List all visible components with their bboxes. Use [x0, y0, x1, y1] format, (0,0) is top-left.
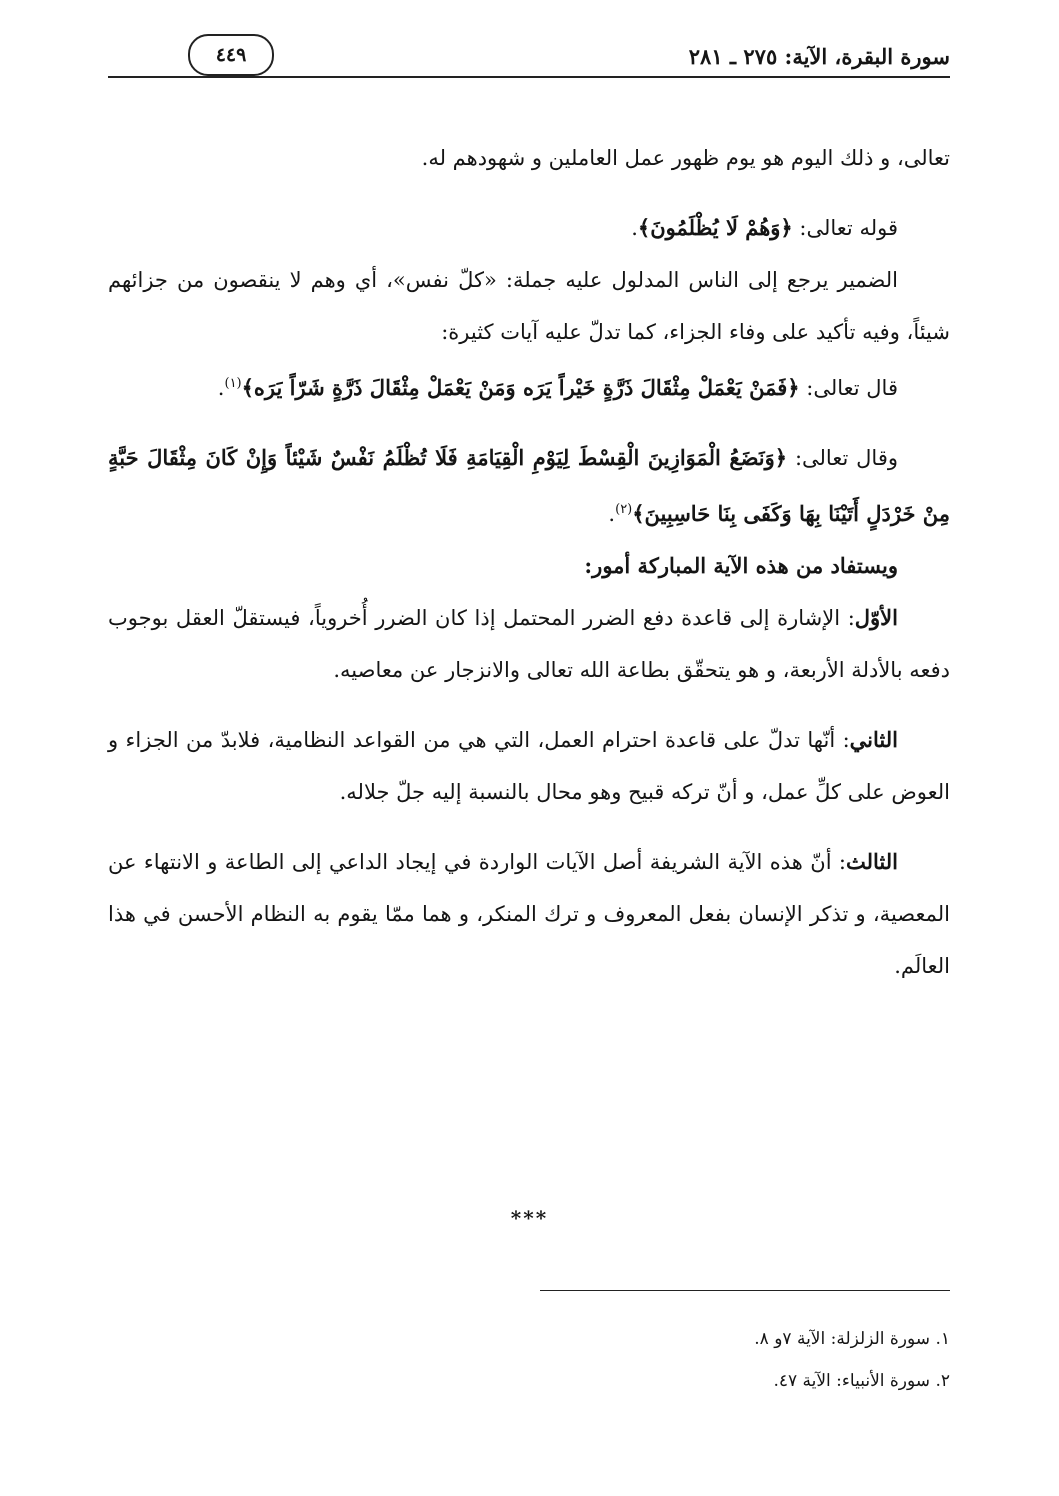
page-number-badge: ٤٤٩ — [188, 34, 274, 76]
point-text: : أنّها تدلّ على قاعدة احترام العمل، التي هي من القواعد النظامية، فلابدّ من الجزاء و العوض على كلِّ عمل، و أنّ تركه قبيح وهو محال بالنسبة إليه جلّ جلاله. — [108, 728, 950, 804]
period: . — [217, 376, 225, 400]
point-third — [108, 836, 950, 992]
footnote-item: ٢. سورة الأنبياء: الآية ٤٧. — [773, 1371, 950, 1391]
section-separator: *** — [510, 1206, 549, 1230]
quran-quote: ﴿فَمَنْ يَعْمَلْ مِثْقَالَ ذَرَّةٍ خَيْراً يَرَه وَمَنْ يَعْمَلْ مِثْقَالَ ذَرَّةٍ شَرّاً يَرَه﴾ — [241, 375, 800, 400]
period: . — [631, 216, 638, 240]
point-label: الأوّل — [854, 605, 898, 630]
footnote-item: ١. سورة الزلزلة: الآية ٧و ٨. — [754, 1329, 950, 1349]
paragraph-explanation: الضمير يرجع إلى الناس المدلول عليه جملة: «كلّ نفس»، أي وهم لا ينقصون من جزائهم شيئاً، وفيه تأكيد على وفاء الجزاء، كما تدلّ عليه آيات كثيرة: — [108, 268, 950, 344]
paragraph-verse-heading — [108, 202, 950, 254]
section-heading: ويستفاد من هذه الآية المباركة أمور: — [584, 553, 898, 578]
verse-intro: قال تعالى: — [799, 376, 898, 400]
paragraph-anbiya-quote — [108, 432, 950, 540]
point-first — [108, 592, 950, 696]
paragraph-continuation: تعالى، و ذلك اليوم هو يوم ظهور عمل العاملين و شهودهم له. — [421, 146, 950, 170]
running-title: سورة البقرة، الآية: ٢٧٥ ـ ٢٨١ — [688, 44, 950, 69]
footnote-rule — [540, 1290, 950, 1291]
point-label: الثالث — [846, 849, 898, 874]
header-rule — [108, 76, 950, 78]
footnotes — [540, 1318, 950, 1402]
paragraph-zalzala-quote — [108, 358, 950, 414]
footnote-ref: (٢) — [615, 502, 633, 517]
quran-quote: ﴿وَنَضَعُ الْمَوَازِينَ الْقِسْطَ لِيَوْمِ الْقِيَامَةِ فَلَا تُظْلَمُ نَفْسٌ شَيْئاً وَإِنْ كَانَ مِثْقَالَ حَبَّةٍ مِنْ خَرْدَلٍ أَتَيْنَا بِهَا وَكَفَى بِنَا حَاسِبِينَ﴾ — [108, 445, 950, 526]
quran-quote: ﴿وَهُمْ لَا يُظْلَمُونَ﴾ — [637, 215, 793, 240]
footnote-ref: (١) — [224, 376, 242, 391]
verse-intro: قوله تعالى: — [792, 216, 898, 240]
point-text: : أنّ هذه الآية الشريفة أصل الآيات الواردة في إيجاد الداعي إلى الطاعة و الانتهاء عن المعصية، و تذكر الإنسان بفعل المعروف و ترك المنكر، و هما ممّا يقوم به النظام الأحسن في هذا العالَم. — [108, 850, 950, 978]
point-text: : الإشارة إلى قاعدة دفع الضرر المحتمل إذا كان الضرر أُخروياً، فيستقلّ العقل بوجوب دفعه بالأدلة الأربعة، و هو يتحقّق بطاعة الله تعالى والانزجار عن معاصيه. — [108, 606, 950, 682]
verse-intro: وقال تعالى: — [787, 446, 898, 470]
page-header — [108, 36, 950, 80]
point-second — [108, 714, 950, 818]
period: . — [608, 502, 616, 526]
page-body — [108, 132, 950, 992]
point-label: الثاني — [849, 727, 898, 752]
